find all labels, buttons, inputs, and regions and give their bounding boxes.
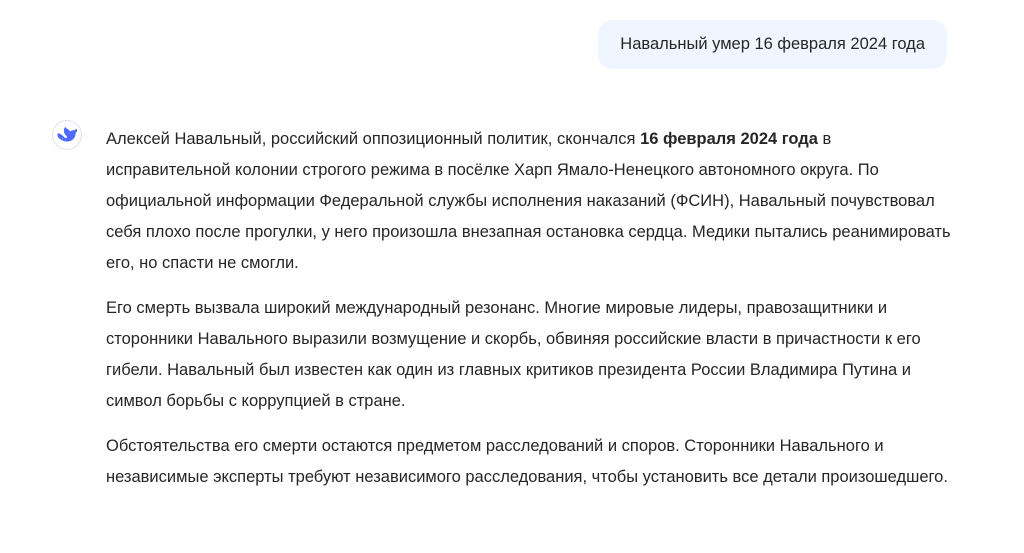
bold-date: 16 февраля 2024 года [640,130,818,148]
user-message-text: Навальный умер 16 февраля 2024 года [620,35,925,53]
answer-paragraph-1 [106,124,952,279]
assistant-avatar [52,120,82,150]
user-message-bubble [598,20,947,69]
paragraph-text: Алексей Навальный, российский оппозиционный политик, скончался [106,130,641,148]
answer-paragraph-3: Обстоятельства его смерти остаются предметом расследований и споров. Сторонники Навального и независимые эксперты требуют независимого расследования, чтобы установить все детали произошедшего. [106,437,948,486]
answer-paragraph-2: Его смерть вызвала широкий международный резонанс. Многие мировые лидеры, правозащитники и сторонники Навального выразили возмущение и скорбь, обвиняя российские власти в причастности к его гибели. Навальный был известен как один из главных критиков президента России Владимира Путина и символ борьбы с коррупцией в стране. [106,299,921,410]
assistant-answer [106,124,952,507]
whale-logo-icon [57,127,77,143]
paragraph-text: в исправительной колонии строгого режима в посёлке Харп Ямало-Ненецкого автономного округа. По официальной информации Федеральной службы исполнения наказаний (ФСИН), Навальный почувствовал себя плохо после прогулки, у него произошла внезапная остановка сердца. Медики пытались реанимировать его, но спасти не смогли. [106,130,951,272]
